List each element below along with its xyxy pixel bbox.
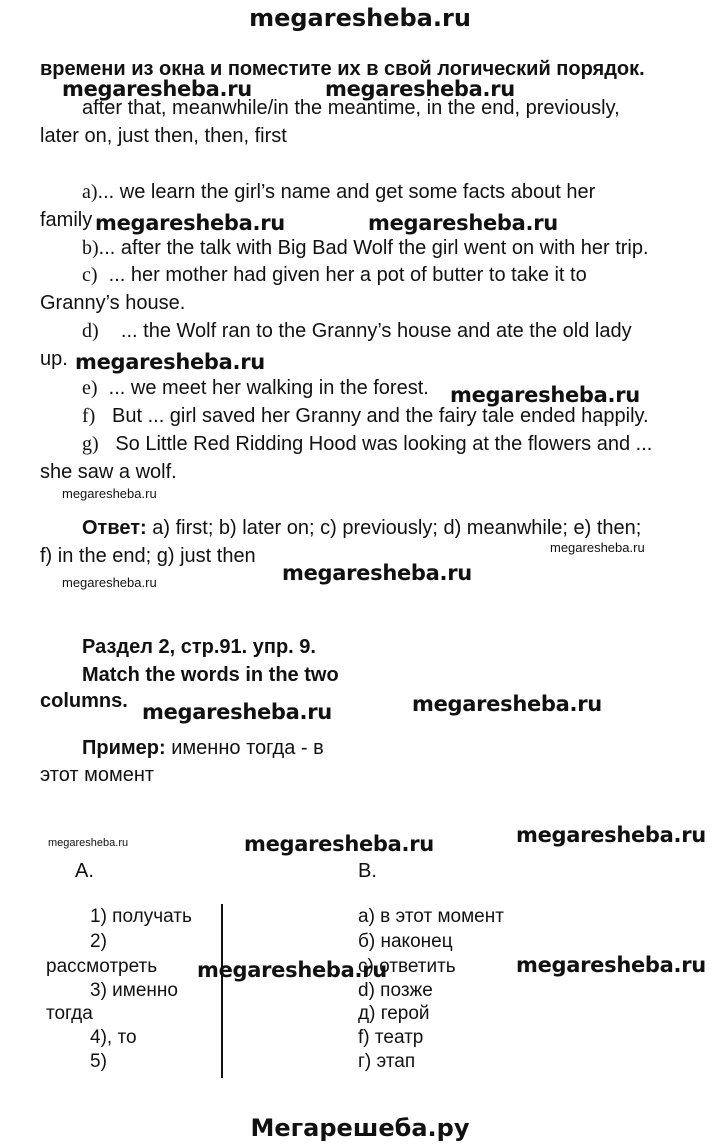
section-task-line-1: Match the words in the two bbox=[82, 664, 339, 686]
column-b-item: d) позже bbox=[358, 980, 433, 1001]
item-d-text: ... the Wolf ran to the Granny’s house and ate the old lady bbox=[120, 320, 632, 342]
item-a bbox=[82, 181, 595, 204]
watermark: megaresheba.ru bbox=[197, 958, 387, 982]
column-a-header: A. bbox=[75, 860, 94, 882]
column-b-header: B. bbox=[358, 860, 377, 882]
item-f-text: But ... girl saved her Granny and the fairy tale ended happily. bbox=[112, 405, 649, 427]
example-line-2: этот момент bbox=[40, 764, 155, 786]
item-c-marker: c) bbox=[82, 264, 98, 286]
watermark: megaresheba.ru bbox=[75, 350, 265, 374]
answer-line-2: f) in the end; g) just then bbox=[40, 545, 256, 567]
task-instruction: времени из окна и поместите их в свой логический порядок. bbox=[40, 58, 645, 80]
column-a-item: рассмотреть bbox=[46, 956, 158, 977]
item-g-text: So Little Red Ridding Hood was looking at the flowers and ... bbox=[115, 433, 653, 455]
item-b-text: ... after the talk with Big Bad Wolf the girl went on with her trip. bbox=[98, 237, 649, 259]
item-g bbox=[82, 433, 652, 456]
answer-line-1 bbox=[82, 517, 641, 540]
answer-label: Ответ: bbox=[82, 517, 147, 539]
column-a-item: 5) bbox=[90, 1051, 107, 1072]
watermark: megaresheba.ru bbox=[450, 383, 640, 407]
item-g-marker: g) bbox=[82, 433, 99, 455]
example-label: Пример: bbox=[82, 737, 166, 759]
watermark: megaresheba.ru bbox=[412, 692, 602, 716]
column-b-item: а) в этот момент bbox=[358, 906, 504, 927]
word-bank-line-1: after that, meanwhile/in the meantime, in the end, previously, bbox=[82, 97, 620, 119]
item-a-text: ... we learn the girl’s name and get some facts about her bbox=[97, 181, 596, 203]
section-title: Раздел 2, стр.91. упр. 9. bbox=[82, 636, 316, 658]
watermark: megaresheba.ru bbox=[62, 77, 252, 101]
item-c-text: ... her mother had given her a pot of butter to take it to bbox=[108, 264, 587, 286]
watermark: megaresheba.ru bbox=[516, 823, 706, 847]
item-d-marker: d) bbox=[82, 320, 99, 342]
item-b bbox=[82, 237, 649, 260]
section-task-line-2: columns. bbox=[40, 690, 128, 712]
watermark: megaresheba.ru bbox=[62, 486, 157, 501]
column-b-item: г) этап bbox=[358, 1051, 416, 1072]
column-divider bbox=[221, 904, 223, 1078]
column-b-item: f) театр bbox=[358, 1027, 424, 1048]
watermark: megaresheba.ru bbox=[368, 211, 558, 235]
watermark: megaresheba.ru bbox=[142, 700, 332, 724]
item-e bbox=[82, 377, 429, 400]
item-g-continued: she saw a wolf. bbox=[40, 461, 177, 483]
column-b-item: д) герой bbox=[358, 1003, 430, 1024]
column-b-item: б) наконец bbox=[358, 931, 453, 952]
watermark: megaresheba.ru bbox=[95, 211, 285, 235]
page-header: megaresheba.ru bbox=[249, 4, 471, 32]
watermark: megaresheba.ru bbox=[48, 837, 129, 849]
item-c bbox=[82, 264, 587, 287]
page-footer: Мегарешеба.ру bbox=[250, 1114, 470, 1142]
watermark: megaresheba.ru bbox=[244, 832, 434, 856]
column-a-item: 3) именно bbox=[90, 980, 178, 1001]
word-bank-line-2: later on, just then, then, first bbox=[40, 125, 287, 147]
item-d-continued: up. bbox=[40, 348, 68, 370]
column-a-item: 4), то bbox=[90, 1027, 137, 1048]
item-d bbox=[82, 320, 632, 343]
item-c-continued: Granny’s house. bbox=[40, 292, 186, 314]
watermark: megaresheba.ru bbox=[62, 575, 157, 590]
column-b-item: с) ответить bbox=[358, 956, 456, 977]
watermark: megaresheba.ru bbox=[550, 540, 645, 555]
column-a-item: 2) bbox=[90, 931, 107, 952]
item-b-marker: b) bbox=[82, 237, 99, 259]
example-line-1 bbox=[82, 737, 324, 760]
item-e-marker: e) bbox=[82, 377, 98, 399]
watermark: megaresheba.ru bbox=[282, 561, 472, 585]
column-a-item: тогда bbox=[46, 1003, 93, 1024]
watermark: megaresheba.ru bbox=[516, 953, 706, 977]
answer-text: a) first; b) later on; c) previously; d) meanwhile; e) then; bbox=[152, 517, 642, 539]
watermark: megaresheba.ru bbox=[325, 77, 515, 101]
column-a-item: 1) получать bbox=[90, 906, 192, 927]
item-a-marker: a) bbox=[82, 181, 98, 203]
example-text: именно тогда - в bbox=[171, 737, 324, 759]
item-f bbox=[82, 405, 649, 428]
item-f-marker: f) bbox=[82, 405, 96, 427]
item-a-continued: family bbox=[40, 209, 93, 231]
item-e-text: ... we meet her walking in the forest. bbox=[108, 377, 429, 399]
